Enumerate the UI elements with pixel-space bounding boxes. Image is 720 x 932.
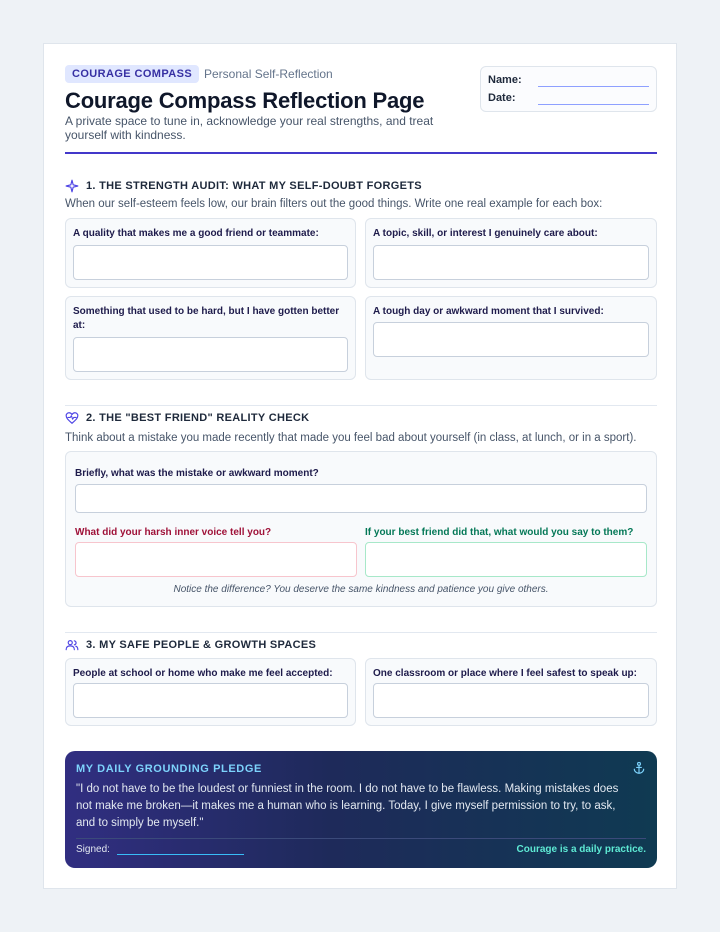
- name-field[interactable]: [538, 86, 649, 87]
- strength-prompt: A tough day or awkward moment that I survived:: [373, 306, 604, 317]
- safe-answer-input[interactable]: [373, 683, 649, 718]
- page-title: Courage Compass Reflection Page: [65, 88, 425, 113]
- mistake-answer-input[interactable]: [75, 484, 647, 513]
- section-1-description: When our self-esteem feels low, our brain filters out the good things. Write one real example for each box:: [65, 198, 603, 210]
- strength-card-interest: [365, 218, 657, 288]
- strength-card-survived: [365, 296, 657, 380]
- section-3-title: 3. MY SAFE PEOPLE & GROWTH SPACES: [86, 639, 317, 651]
- kindness-notice: Notice the difference? You deserve the same kindness and patience you give others.: [173, 584, 549, 595]
- heart-pulse-icon: [65, 411, 79, 425]
- pledge-text: "I do not have to be the loudest or funniest in the room. I do not have to be flawless. Making mistakes does not make me broken—it makes me a human who is learning. Today, I give myself permission to try, to ask, and to simply be myself.": [76, 783, 619, 829]
- safe-place-card: [365, 658, 657, 726]
- anchor-icon: [632, 761, 646, 775]
- page-tagline: A private space to tune in, acknowledge your real strengths, and treat yourself with kindness.: [65, 114, 434, 142]
- strength-answer-input[interactable]: [73, 337, 348, 372]
- page-subtitle: Personal Self-Reflection: [204, 67, 333, 81]
- grounding-pledge: [65, 751, 657, 868]
- section-2-description: Think about a mistake you made recently that made you feel bad about yourself (in class, at lunch, or in a sport).: [65, 432, 637, 444]
- section-1-heading: [65, 178, 422, 194]
- safe-prompt: One classroom or place where I feel safest to speak up:: [373, 668, 637, 679]
- pledge-motto: Courage is a daily practice.: [516, 844, 646, 855]
- section-divider: [65, 405, 657, 406]
- strength-card-growth: [65, 296, 356, 380]
- brand-badge: COURAGE COMPASS: [65, 65, 199, 83]
- strength-card-quality: [65, 218, 356, 288]
- section-divider: [65, 632, 657, 633]
- safe-prompt: People at school or home who make me feel accepted:: [73, 668, 333, 679]
- safe-people-card: [65, 658, 356, 726]
- signed-label: Signed:: [76, 844, 110, 855]
- date-label: Date:: [488, 92, 516, 104]
- friend-voice-prompt: If your best friend did that, what would you say to them?: [365, 527, 634, 538]
- sparkle-icon: [65, 179, 79, 193]
- name-date-box: [480, 66, 657, 112]
- reality-check-card: [65, 451, 657, 607]
- safe-answer-input[interactable]: [73, 683, 348, 718]
- friend-voice-input[interactable]: [365, 542, 647, 577]
- inner-voice-prompt: What did your harsh inner voice tell you?: [75, 527, 272, 538]
- strength-prompt: A topic, skill, or interest I genuinely care about:: [373, 228, 598, 239]
- name-label: Name:: [488, 74, 522, 86]
- strength-prompt: Something that used to be hard, but I have gotten better at:: [73, 306, 340, 331]
- section-2-heading: [65, 410, 309, 426]
- inner-voice-input[interactable]: [75, 542, 357, 577]
- mistake-prompt: Briefly, what was the mistake or awkward moment?: [75, 468, 319, 479]
- pledge-heading: MY DAILY GROUNDING PLEDGE: [76, 763, 262, 775]
- signature-field[interactable]: [117, 854, 244, 855]
- header-rule: [65, 152, 657, 154]
- date-field[interactable]: [538, 104, 649, 105]
- page-header: [65, 65, 657, 153]
- pledge-divider: [76, 838, 646, 839]
- strength-prompt: A quality that makes me a good friend or teammate:: [73, 228, 319, 239]
- strength-answer-input[interactable]: [73, 245, 348, 280]
- section-1-title: 1. THE STRENGTH AUDIT: WHAT MY SELF-DOUBT FORGETS: [86, 180, 422, 192]
- strength-answer-input[interactable]: [373, 322, 649, 357]
- strength-answer-input[interactable]: [373, 245, 649, 280]
- worksheet-page: [43, 43, 677, 889]
- section-3-heading: [65, 637, 316, 653]
- section-2-title: 2. THE "BEST FRIEND" REALITY CHECK: [86, 412, 310, 424]
- people-icon: [65, 638, 79, 652]
